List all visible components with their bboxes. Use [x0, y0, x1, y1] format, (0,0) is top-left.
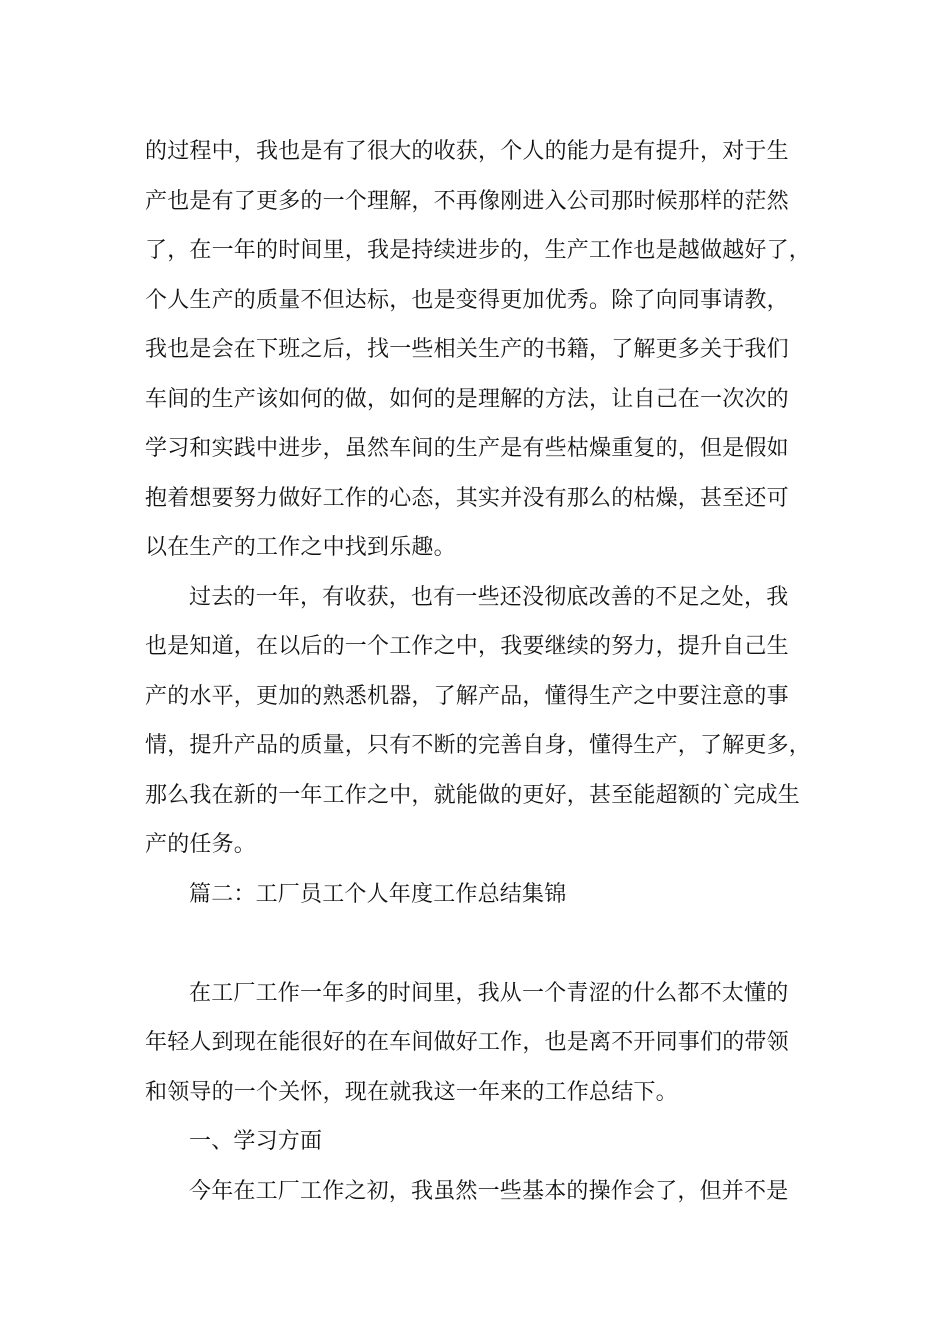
text-line: 的过程中，我也是有了很大的收获，个人的能力是有提升，对于生: [145, 139, 789, 164]
text-line: 了，在一年的时间里，我是持续进步的，生产工作也是越做越好了，: [145, 238, 812, 263]
text-line: 车间的生产该如何的做，如何的是理解的方法，让自己在一次次的: [145, 386, 789, 412]
text-line: 个人生产的质量不但达标，也是变得更加优秀。除了向同事请教，: [145, 287, 789, 313]
paragraph-start-line: 在工厂工作一年多的时间里，我从一个青涩的什么都不太懂的: [189, 980, 789, 1006]
text-line: 我也是会在下班之后，找一些相关生产的书籍，了解更多关于我们: [145, 337, 789, 362]
text-line: 和领导的一个关怀，现在就我这一年来的工作总结下。: [145, 1079, 678, 1105]
text-line: 产也是有了更多的一个理解，不再像刚进入公司那时候那样的茫然: [145, 188, 789, 214]
text-line: 以在生产的工作之中找到乐趣。: [145, 535, 456, 560]
text-line: 产的水平，更加的熟悉机器，了解产品，懂得生产之中要注意的事: [145, 683, 789, 709]
blank-line: [145, 919, 835, 969]
paragraph-start-line: 今年在工厂工作之初，我虽然一些基本的操作会了，但并不是: [189, 1178, 789, 1204]
text-line: 产的任务。: [145, 832, 257, 857]
text-line: 年轻人到现在能很好的在车间做好工作，也是离不开同事们的带领: [145, 1030, 789, 1055]
text-line: 情，提升产品的质量，只有不断的完善自身，懂得生产，了解更多，: [145, 733, 812, 758]
subsection-heading: 一、学习方面: [189, 1129, 323, 1154]
document-body: [145, 127, 835, 1216]
text-line: 也是知道，在以后的一个工作之中，我要继续的努力，提升自己生: [145, 634, 789, 659]
section-heading: 篇二：工厂员工个人年度工作总结集锦: [189, 881, 567, 907]
text-line: 那么我在新的一年工作之中，就能做的更好，甚至能超额的`完成生: [145, 782, 801, 808]
text-line: 学习和实践中进步，虽然车间的生产是有些枯燥重复的，但是假如: [145, 436, 789, 461]
text-line: 抱着想要努力做好工作的心态，其实并没有那么的枯燥，甚至还可: [145, 485, 789, 511]
paragraph-start-line: 过去的一年，有收获，也有一些还没彻底改善的不足之处，我: [189, 584, 789, 610]
